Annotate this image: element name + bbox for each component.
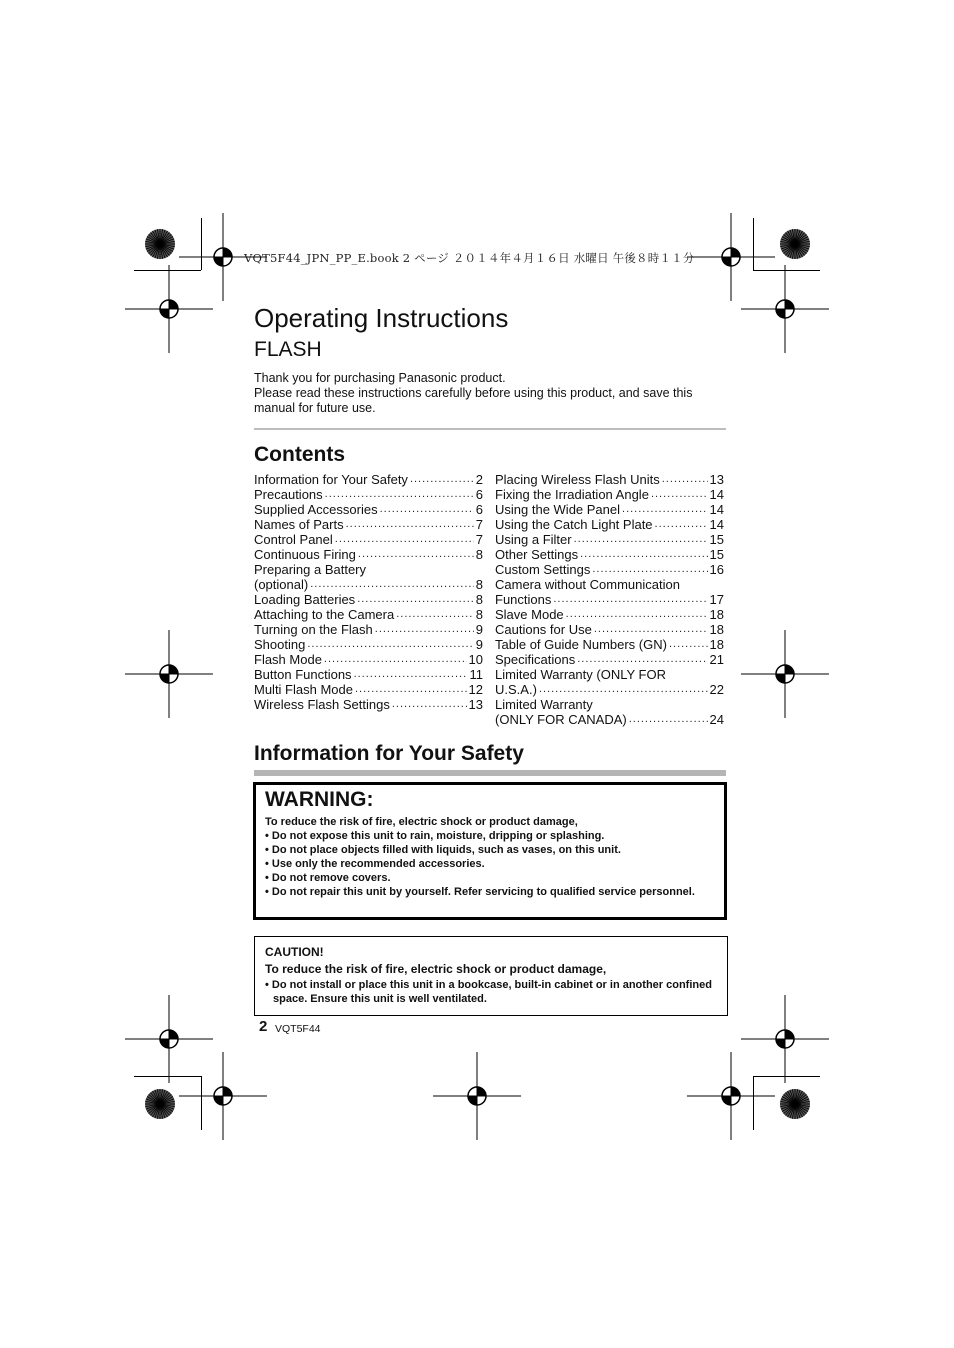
toc-leader-dots — [335, 532, 474, 547]
toc-entry[interactable] — [495, 502, 724, 517]
page-title: Operating Instructions — [254, 303, 509, 333]
page-number: 2 — [259, 1018, 268, 1035]
toc-leader-dots — [566, 607, 708, 622]
toc-leader-dots — [310, 577, 474, 592]
crop-mark-line — [134, 1076, 201, 1077]
toc-entry-page: 14 — [709, 487, 724, 502]
toc-leader-dots — [669, 637, 708, 652]
doc-code: VQT5F44 — [275, 1023, 321, 1035]
warning-title: WARNING: — [265, 788, 374, 811]
registration-target-icon — [741, 265, 829, 358]
toc-leader-dots — [539, 682, 708, 697]
toc-entry-label: Wireless Flash Settings — [254, 697, 390, 712]
toc-entry[interactable] — [254, 607, 483, 622]
toc-entry[interactable] — [254, 532, 483, 547]
toc-leader-dots — [354, 667, 468, 682]
warning-box — [253, 782, 727, 920]
toc-left-column — [254, 472, 483, 712]
toc-entry[interactable] — [495, 712, 724, 727]
toc-entry[interactable] — [254, 622, 483, 637]
toc-entry-label: U.S.A.) — [495, 682, 537, 697]
toc-leader-dots — [574, 532, 708, 547]
caution-intro: To reduce the risk of fire, electric shock or product damage, — [265, 962, 607, 976]
toc-leader-dots — [594, 622, 708, 637]
crop-mark-line — [134, 270, 201, 271]
toc-leader-dots — [655, 517, 708, 532]
toc-entry-label: Custom Settings — [495, 562, 591, 577]
toc-entry-label: Button Functions — [254, 667, 352, 682]
toc-entry-page: 8 — [475, 592, 483, 607]
toc-leader-dots — [629, 712, 708, 727]
toc-leader-dots — [580, 547, 707, 562]
toc-leader-dots — [346, 517, 474, 532]
intro-line-2: Please read these instructions carefully before using this product, and save this manual for future use. — [254, 386, 693, 415]
toc-entry[interactable] — [495, 487, 724, 502]
toc-entry-page: 18 — [709, 607, 724, 622]
intro-text — [254, 371, 724, 416]
toc-leader-dots — [553, 592, 707, 607]
toc-entry[interactable] — [254, 682, 483, 697]
toc-entry[interactable] — [495, 682, 724, 697]
toc-entry[interactable] — [254, 592, 483, 607]
toc-leader-dots — [592, 562, 707, 577]
toc-entry-page: 9 — [475, 622, 483, 637]
toc-entry-label: Precautions — [254, 487, 323, 502]
toc-entry-page: 9 — [475, 637, 483, 652]
toc-entry-page: 16 — [709, 562, 724, 577]
toc-entry-label: Turning on the Flash — [254, 622, 373, 637]
starburst-mark-icon — [779, 1088, 811, 1125]
crop-mark-line — [753, 270, 820, 271]
toc-entry-page: 8 — [475, 547, 483, 562]
warning-bullet: • Do not repair this unit by yourself. Refer servicing to qualified service personnel. — [265, 886, 695, 898]
toc-leader-dots — [307, 637, 473, 652]
toc-leader-dots — [651, 487, 708, 502]
starburst-mark-icon — [144, 228, 176, 265]
toc-entry-label: Control Panel — [254, 532, 333, 547]
toc-entry[interactable] — [495, 637, 724, 652]
toc-entry-label: Using a Filter — [495, 532, 572, 547]
crop-mark-line — [753, 1076, 820, 1077]
page-subtitle: FLASH — [254, 338, 322, 361]
toc-entry[interactable] — [495, 472, 724, 487]
warning-bullet: • Do not expose this unit to rain, moisture, dripping or splashing. — [265, 830, 605, 842]
toc-entry-page: 18 — [709, 622, 724, 637]
toc-leader-dots — [324, 652, 467, 667]
toc-entry-label: Functions — [495, 592, 552, 607]
toc-entry-label: Slave Mode — [495, 607, 564, 622]
toc-entry[interactable] — [254, 652, 483, 667]
toc-entry-page: 6 — [475, 502, 483, 517]
registration-target-icon — [125, 265, 213, 358]
toc-leader-dots — [358, 547, 474, 562]
toc-entry-page: 7 — [475, 517, 483, 532]
toc-entry-page: 8 — [475, 577, 483, 592]
toc-entry-label: Multi Flash Mode — [254, 682, 353, 697]
toc-entry-label: Using the Catch Light Plate — [495, 517, 653, 532]
toc-entry-label: Names of Parts — [254, 517, 344, 532]
toc-entry[interactable] — [495, 592, 724, 607]
warning-bullet: • Do not place objects filled with liquids, such as vases, on this unit. — [265, 844, 621, 856]
toc-entry-label: Attaching to the Camera — [254, 607, 395, 622]
caution-body — [265, 962, 715, 1006]
toc-leader-dots — [577, 652, 707, 667]
toc-entry[interactable] — [254, 487, 483, 502]
toc-entry-page: 6 — [475, 487, 483, 502]
toc-entry[interactable] — [254, 637, 483, 652]
toc-entry-label: Fixing the Irradiation Angle — [495, 487, 649, 502]
toc-entry-label-line: Limited Warranty — [495, 697, 593, 712]
toc-entry-label: Table of Guide Numbers (GN) — [495, 637, 667, 652]
crop-mark-line — [201, 218, 202, 270]
registration-target-icon — [433, 1052, 521, 1145]
crop-mark-line — [753, 1076, 754, 1130]
toc-entry-page: 14 — [709, 517, 724, 532]
toc-entry-page: 15 — [709, 547, 724, 562]
toc-leader-dots — [355, 682, 467, 697]
toc-entry-page: 11 — [469, 667, 483, 682]
toc-entry-page: 7 — [475, 532, 483, 547]
warning-bullet: • Use only the recommended accessories. — [265, 858, 485, 870]
toc-entry[interactable] — [254, 472, 483, 487]
caution-title: CAUTION! — [265, 945, 324, 959]
toc-leader-dots — [662, 472, 708, 487]
toc-leader-dots — [622, 502, 708, 517]
toc-entry-page: 22 — [709, 682, 724, 697]
toc-entry-label: (ONLY FOR CANADA) — [495, 712, 627, 727]
toc-entry-label: Shooting — [254, 637, 306, 652]
warning-intro: To reduce the risk of fire, electric shock or product damage, — [265, 816, 578, 828]
toc-entry-page: 24 — [709, 712, 724, 727]
toc-entry-page: 15 — [709, 532, 724, 547]
toc-entry[interactable] — [495, 517, 724, 532]
toc-entry-page: 2 — [475, 472, 483, 487]
toc-entry[interactable] — [495, 562, 724, 577]
toc-entry[interactable] — [495, 622, 724, 637]
intro-line-1: Thank you for purchasing Panasonic product. — [254, 371, 506, 385]
starburst-mark-icon — [779, 228, 811, 265]
toc-entry-label-line: Limited Warranty (ONLY FOR — [495, 667, 666, 682]
toc-entry-label-line: Preparing a Battery — [254, 562, 367, 577]
toc-entry-label: Flash Mode — [254, 652, 322, 667]
toc-entry-page: 8 — [475, 607, 483, 622]
toc-entry[interactable] — [254, 547, 483, 562]
toc-entry[interactable] — [495, 547, 724, 562]
toc-entry-label: Loading Batteries — [254, 592, 356, 607]
starburst-mark-icon — [144, 1088, 176, 1125]
toc-entry[interactable] — [254, 667, 483, 682]
toc-entry-page: 13 — [709, 472, 724, 487]
toc-entry-page: 13 — [468, 697, 483, 712]
toc-leader-dots — [325, 487, 474, 502]
toc-entry[interactable] — [254, 502, 483, 517]
toc-entry[interactable] — [495, 532, 724, 547]
toc-entry-page: 17 — [709, 592, 724, 607]
safety-heading-underline — [254, 770, 726, 776]
toc-entry-page: 12 — [468, 682, 483, 697]
toc-entry[interactable] — [254, 517, 483, 532]
caution-box — [254, 936, 728, 1016]
toc-entry-label: Information for Your Safety — [254, 472, 408, 487]
toc-entry-page: 21 — [709, 652, 724, 667]
toc-leader-dots — [410, 472, 474, 487]
toc-entry-label: Using the Wide Panel — [495, 502, 621, 517]
toc-entry[interactable] — [495, 607, 724, 622]
registration-target-icon — [125, 630, 213, 723]
print-header: VQT5F44_JPN_PP_E.book 2 ページ ２０１４年４月１６日 水曜日 午後８時１１分 — [244, 251, 695, 265]
toc-leader-dots — [396, 607, 474, 622]
safety-heading: Information for Your Safety — [254, 742, 524, 765]
toc-leader-dots — [375, 622, 474, 637]
section-divider — [254, 428, 726, 430]
registration-target-icon — [687, 1052, 775, 1145]
toc-entry-label: Continuous Firing — [254, 547, 356, 562]
toc-right-column — [495, 472, 724, 727]
toc-leader-dots — [357, 592, 474, 607]
toc-entry-label-line: Camera without Communication — [495, 577, 680, 592]
toc-entry-label: Specifications — [495, 652, 576, 667]
warning-bullet: • Do not remove covers. — [265, 872, 391, 884]
toc-entry[interactable] — [254, 697, 483, 712]
toc-leader-dots — [380, 502, 474, 517]
registration-target-icon — [741, 630, 829, 723]
toc-entry-label: Supplied Accessories — [254, 502, 378, 517]
registration-target-icon — [179, 1052, 267, 1145]
warning-body — [265, 815, 720, 899]
toc-leader-dots — [392, 697, 467, 712]
toc-entry-label: Other Settings — [495, 547, 579, 562]
toc-entry-page: 10 — [468, 652, 483, 667]
caution-bullet: • Do not install or place this unit in a bookcase, built-in cabinet or in another confined space. Ensure this unit is well ventilated. — [265, 979, 712, 1005]
toc-entry[interactable] — [254, 577, 483, 592]
toc-entry-label: (optional) — [254, 577, 309, 592]
toc-entry[interactable] — [495, 652, 724, 667]
toc-entry-label: Cautions for Use — [495, 622, 592, 637]
toc-entry-page: 14 — [709, 502, 724, 517]
contents-heading: Contents — [254, 443, 345, 466]
toc-entry-label: Placing Wireless Flash Units — [495, 472, 660, 487]
crop-mark-line — [201, 1076, 202, 1130]
toc-entry-page: 18 — [709, 637, 724, 652]
